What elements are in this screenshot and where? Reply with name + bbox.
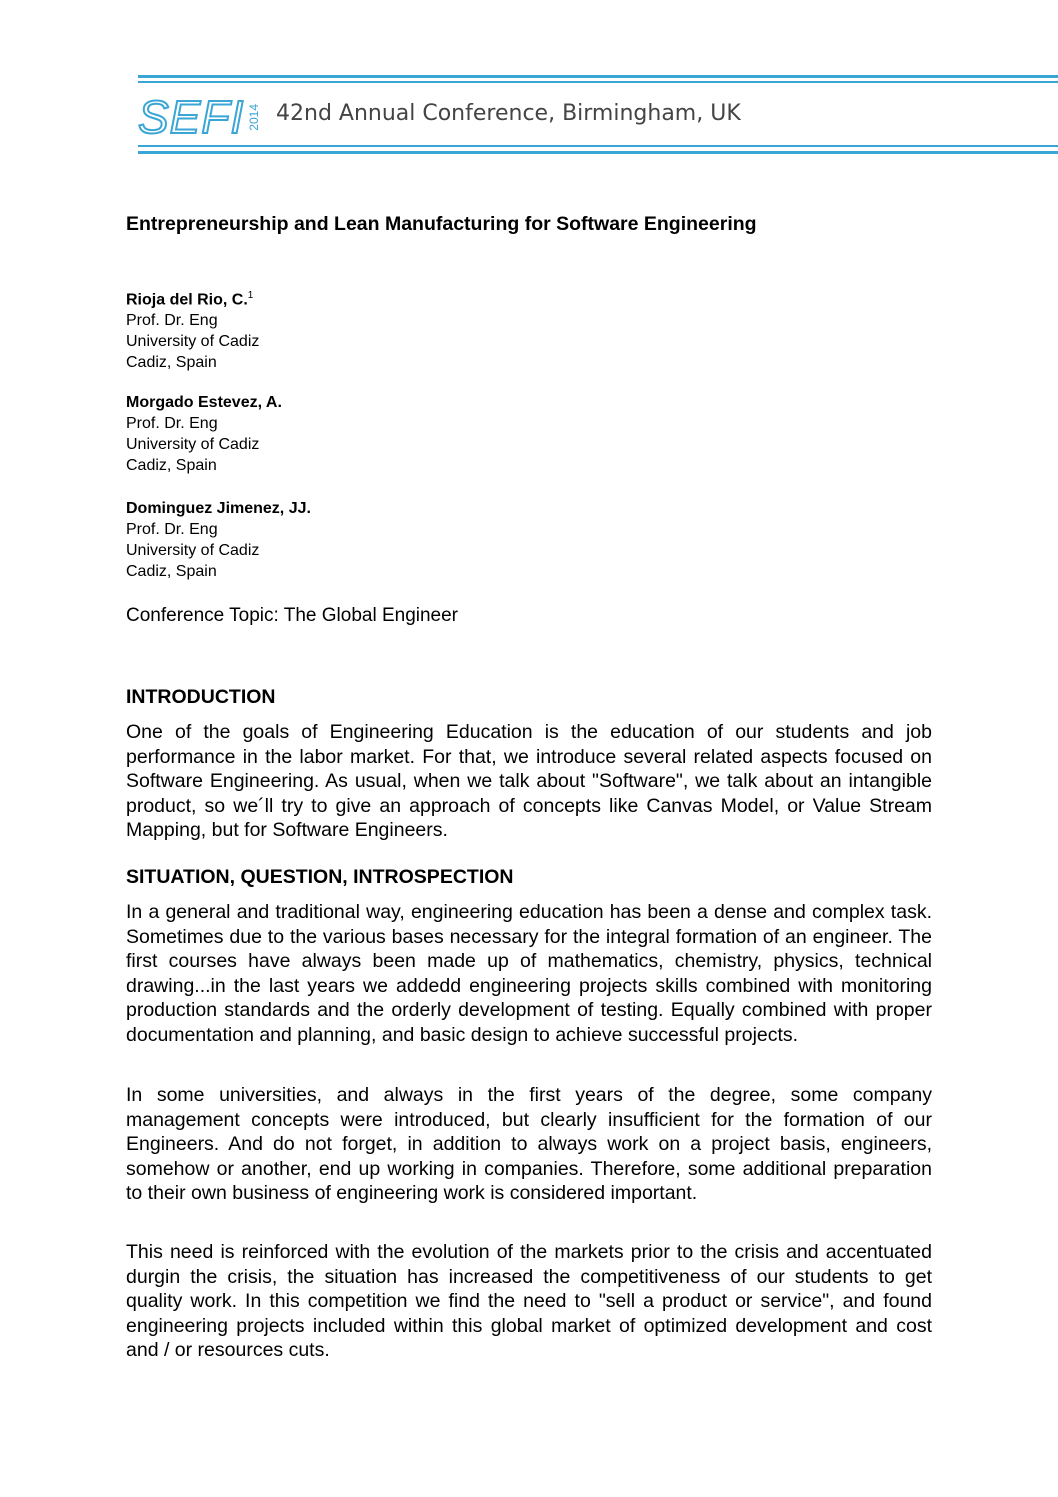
section-heading-introduction: INTRODUCTION xyxy=(126,686,276,708)
author-position: Prof. Dr. Eng xyxy=(126,312,218,330)
header-rule-bottom-inner xyxy=(138,145,1058,147)
author-block xyxy=(126,498,311,582)
header-rule-top xyxy=(138,75,1058,78)
paragraph: In some universities, and always in the first years of the degree, some company management concepts were introduced, but clearly insufficient for the formation of our Engineers. And do not forget, in addition to always work on a project basis, engineers, somehow or another, end up working in companies. Therefore, some additional preparation to their own business of engineering work is considered important. xyxy=(126,1084,932,1204)
paragraph: One of the goals of Engineering Education is the education of our students and job performance in the labor market. For that, we introduce several related aspects focused on Software Engineering. As usual, when we talk about "Software", we talk about an intangible product, so we´ll try to give an approach of concepts like Canvas Model, or Value Stream Mapping, but for Software Engineers. xyxy=(126,721,932,841)
logo-wordmark: SEFI xyxy=(138,91,245,143)
author-affiliation: University of Cadiz xyxy=(126,542,260,559)
author-name: Morgado Estevez, A. xyxy=(126,394,282,411)
conference-topic: Conference Topic: The Global Engineer xyxy=(126,605,459,626)
header-rule-top-inner xyxy=(138,81,1058,83)
header-rule-bottom xyxy=(138,151,1058,154)
author-location: Cadiz, Spain xyxy=(126,354,217,372)
paper-title: Entrepreneurship and Lean Manufacturing for Software Engineering xyxy=(126,213,757,235)
author-block xyxy=(126,392,282,476)
logo-year: 2014 xyxy=(247,103,262,131)
author-name: Rioja del Rio, C.$^1$ xyxy=(126,290,254,309)
author-position: Prof. Dr. Eng xyxy=(126,521,218,538)
sefi-logo xyxy=(138,91,262,143)
author-affiliation: University of Cadiz xyxy=(126,333,260,351)
author-location: Cadiz, Spain xyxy=(126,563,217,580)
author-name: Dominguez Jimenez, JJ. xyxy=(126,500,311,517)
paragraph: This need is reinforced with the evolution of the markets prior to the crisis and accentuated durgin the crisis, the situation has increased the competitiveness of our students to get quality work. In this competition we find the need to "sell a product or service", and found engineering projects included within this global market of optimized development and cost and / or resources cuts. xyxy=(126,1241,932,1361)
author-location: Cadiz, Spain xyxy=(126,457,217,474)
author-affiliation: University of Cadiz xyxy=(126,436,260,453)
section-heading-situation: SITUATION, QUESTION, INTROSPECTION xyxy=(126,866,514,888)
paragraph: In a general and traditional way, engineering education has been a dense and complex task. Sometimes due to the various bases necessary for the integral formation of an engineer. The first courses have always been made up of mathematics, chemistry, physics, technical drawing...in the last years we addedd engineering projects skills combined with monitoring production standards and the orderly development of testing. Equally combined with proper documentation and planning, and basic design to achieve successful projects. xyxy=(126,901,932,1046)
author-block xyxy=(126,285,259,373)
conference-title: 42nd Annual Conference, Birmingham, UK xyxy=(276,101,741,126)
author-position: Prof. Dr. Eng xyxy=(126,415,218,432)
author-superscript: 1 xyxy=(247,290,254,301)
